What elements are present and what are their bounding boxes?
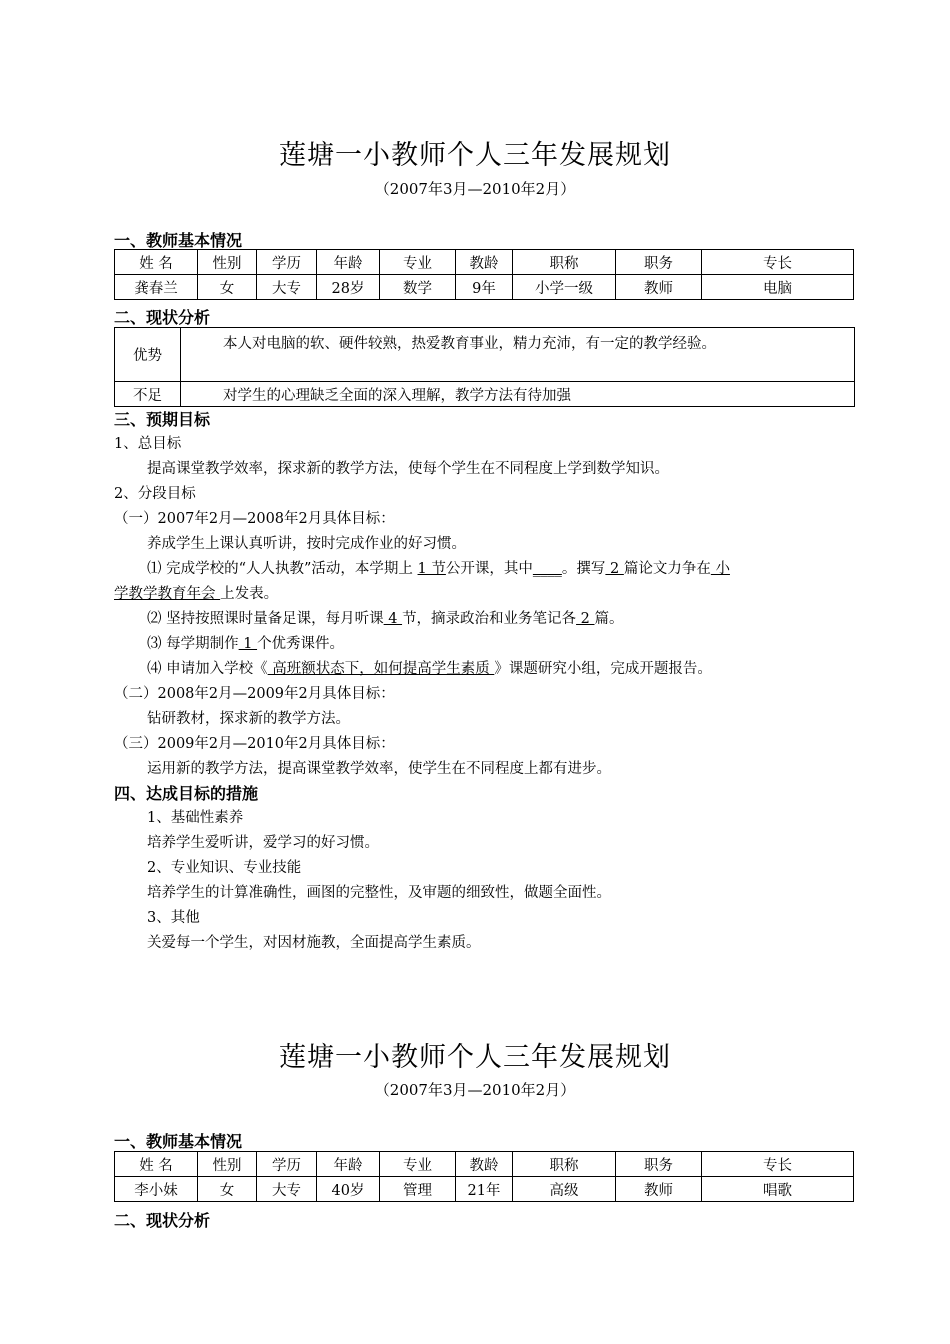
- section-heading-goals: 三、预期目标: [114, 410, 211, 429]
- table-header-row: [115, 1152, 854, 1177]
- item-1-text-c: 。撰写: [561, 561, 606, 577]
- table-row: [115, 1177, 854, 1202]
- cell-name: 龚春兰: [115, 275, 198, 300]
- teacher-info-table: [114, 249, 854, 300]
- stage-1-item-1-continued: [114, 582, 278, 603]
- section-heading-measures: 四、达成目标的措施: [114, 784, 259, 803]
- item-1-text-b: 公开课，其中: [445, 561, 533, 577]
- header-name: 姓 名: [115, 1152, 198, 1177]
- measure-1-heading: 1、基础性素养: [147, 810, 244, 826]
- header-specialty: 专长: [702, 250, 854, 275]
- header-education: 学历: [257, 1152, 317, 1177]
- goal-overall-text: 提高课堂教学效率，探求新的教学方法，使每个学生在不同程度上学到数学知识。: [147, 461, 669, 477]
- header-position: 职务: [616, 250, 702, 275]
- item-2-lecture-count: 4: [383, 611, 403, 627]
- cell-name: 李小妹: [115, 1177, 198, 1202]
- item-3-text-b: 个优秀课件。: [257, 636, 345, 652]
- header-years-teaching: 教龄: [456, 1152, 513, 1177]
- header-age: 年龄: [317, 250, 380, 275]
- cell-age: 28岁: [317, 275, 380, 300]
- item-2-text-a: ⑵ 坚持按照课时量备足课，每月听课: [147, 611, 384, 627]
- measure-2-heading: 2、专业知识、专业技能: [147, 860, 302, 876]
- item-2-notes-count: 2: [576, 611, 595, 627]
- cell-specialty: 电脑: [702, 275, 854, 300]
- section-heading-basic-info-2: 一、教师基本情况: [114, 1132, 243, 1151]
- stage-2-heading: （二）2008年2月—2009年2月具体目标：: [114, 686, 395, 702]
- cell-gender: 女: [198, 275, 257, 300]
- section-heading-status-2: 二、现状分析: [114, 1211, 211, 1230]
- goal-stage-heading: 2、分段目标: [114, 486, 196, 502]
- cell-specialty: 唱歌: [702, 1177, 854, 1202]
- header-gender: 性别: [198, 250, 257, 275]
- header-years-teaching: 教龄: [456, 250, 513, 275]
- measure-3-heading: 3、其他: [147, 910, 200, 926]
- page-title: 莲塘一小教师个人三年发展规划: [279, 140, 671, 171]
- item-1-text-d: 篇论文力争在: [623, 561, 711, 577]
- item-4-text-b: 》课题研究小组，完成开题报告。: [494, 661, 712, 677]
- item-1-paper-count: 2: [605, 561, 624, 577]
- section-heading-status: 二、现状分析: [114, 308, 211, 327]
- table-header-row: [115, 250, 854, 275]
- measure-1-text: 培养学生爱听讲，爱学习的好习惯。: [147, 835, 379, 851]
- date-range-subtitle-2: （2007年3月—2010年2月）: [374, 1081, 576, 1099]
- item-2-text-b: 节，摘录政治和业务笔记各: [402, 611, 577, 627]
- measure-3-text: 关爱每一个学生，对因材施教，全面提高学生素质。: [147, 935, 481, 951]
- stage-1-item-3: [147, 632, 344, 653]
- stage-1-item-1: [147, 557, 730, 578]
- item-4-research-topic: 高班额状态下，如何提高学生素质: [267, 661, 495, 677]
- header-major: 专业: [380, 250, 456, 275]
- stage-1-item-2: [147, 607, 624, 628]
- item-1-text-end: 上发表。: [220, 586, 279, 602]
- cell-position: 教师: [616, 1177, 702, 1202]
- cell-years-teaching: 9年: [456, 275, 513, 300]
- header-name: 姓 名: [115, 250, 198, 275]
- item-4-text-a: ⑷ 申请加入学校《: [147, 661, 268, 677]
- header-major: 专业: [380, 1152, 456, 1177]
- item-1-open-class-count: 1 节: [417, 561, 446, 577]
- cell-position: 教师: [616, 275, 702, 300]
- cell-education: 大专: [257, 275, 317, 300]
- item-1-blank: ____: [532, 561, 562, 577]
- header-age: 年龄: [317, 1152, 380, 1177]
- stage-1-heading: （一）2007年2月—2008年2月具体目标：: [114, 511, 395, 527]
- date-range-subtitle: （2007年3月—2010年2月）: [374, 180, 576, 198]
- stage-1-item-4: [147, 657, 712, 678]
- teacher-info-table-2: [114, 1151, 854, 1202]
- cell-age: 40岁: [317, 1177, 380, 1202]
- header-title: 职称: [513, 1152, 616, 1177]
- stage-3-text: 运用新的教学方法，提高课堂教学效率，使学生在不同程度上都有进步。: [147, 761, 611, 777]
- measure-2-text: 培养学生的计算准确性，画图的完整性，及审题的细致性，做题全面性。: [147, 885, 611, 901]
- stage-1-text: 养成学生上课认真听讲，按时完成作业的好习惯。: [147, 536, 466, 552]
- item-3-courseware-count: 1: [238, 636, 258, 652]
- header-title: 职称: [513, 250, 616, 275]
- cell-major: 数学: [380, 275, 456, 300]
- cell-gender: 女: [198, 1177, 257, 1202]
- status-analysis-table: [114, 327, 855, 407]
- item-2-text-c: 篇。: [594, 611, 624, 627]
- header-position: 职务: [616, 1152, 702, 1177]
- advantage-label: 优势: [115, 328, 181, 382]
- table-row: [115, 275, 854, 300]
- item-1-venue-start: 小: [710, 561, 730, 577]
- shortcoming-text: 对学生的心理缺乏全面的深入理解，教学方法有待加强: [181, 382, 855, 407]
- item-3-text-a: ⑶ 每学期制作: [147, 636, 239, 652]
- advantage-text: 本人对电脑的软、硬件较熟，热爱教育事业，精力充沛，有一定的教学经验。: [181, 328, 855, 382]
- header-education: 学历: [257, 250, 317, 275]
- header-specialty: 专长: [702, 1152, 854, 1177]
- section-heading-basic-info: 一、教师基本情况: [114, 231, 243, 250]
- cell-title: 高级: [513, 1177, 616, 1202]
- item-1-text-a: ⑴ 完成学校的“人人执教”活动，本学期上: [147, 561, 418, 577]
- cell-major: 管理: [380, 1177, 456, 1202]
- cell-title: 小学一级: [513, 275, 616, 300]
- cell-education: 大专: [257, 1177, 317, 1202]
- goal-overall-heading: 1、总目标: [114, 436, 182, 452]
- header-gender: 性别: [198, 1152, 257, 1177]
- stage-2-text: 钻研教材，探求新的教学方法。: [147, 711, 350, 727]
- page-title-2: 莲塘一小教师个人三年发展规划: [279, 1042, 671, 1073]
- cell-years-teaching: 21年: [456, 1177, 513, 1202]
- shortcoming-label: 不足: [115, 382, 181, 407]
- item-1-venue: 学教学教育年会: [114, 586, 221, 602]
- stage-3-heading: （三）2009年2月—2010年2月具体目标：: [114, 736, 395, 752]
